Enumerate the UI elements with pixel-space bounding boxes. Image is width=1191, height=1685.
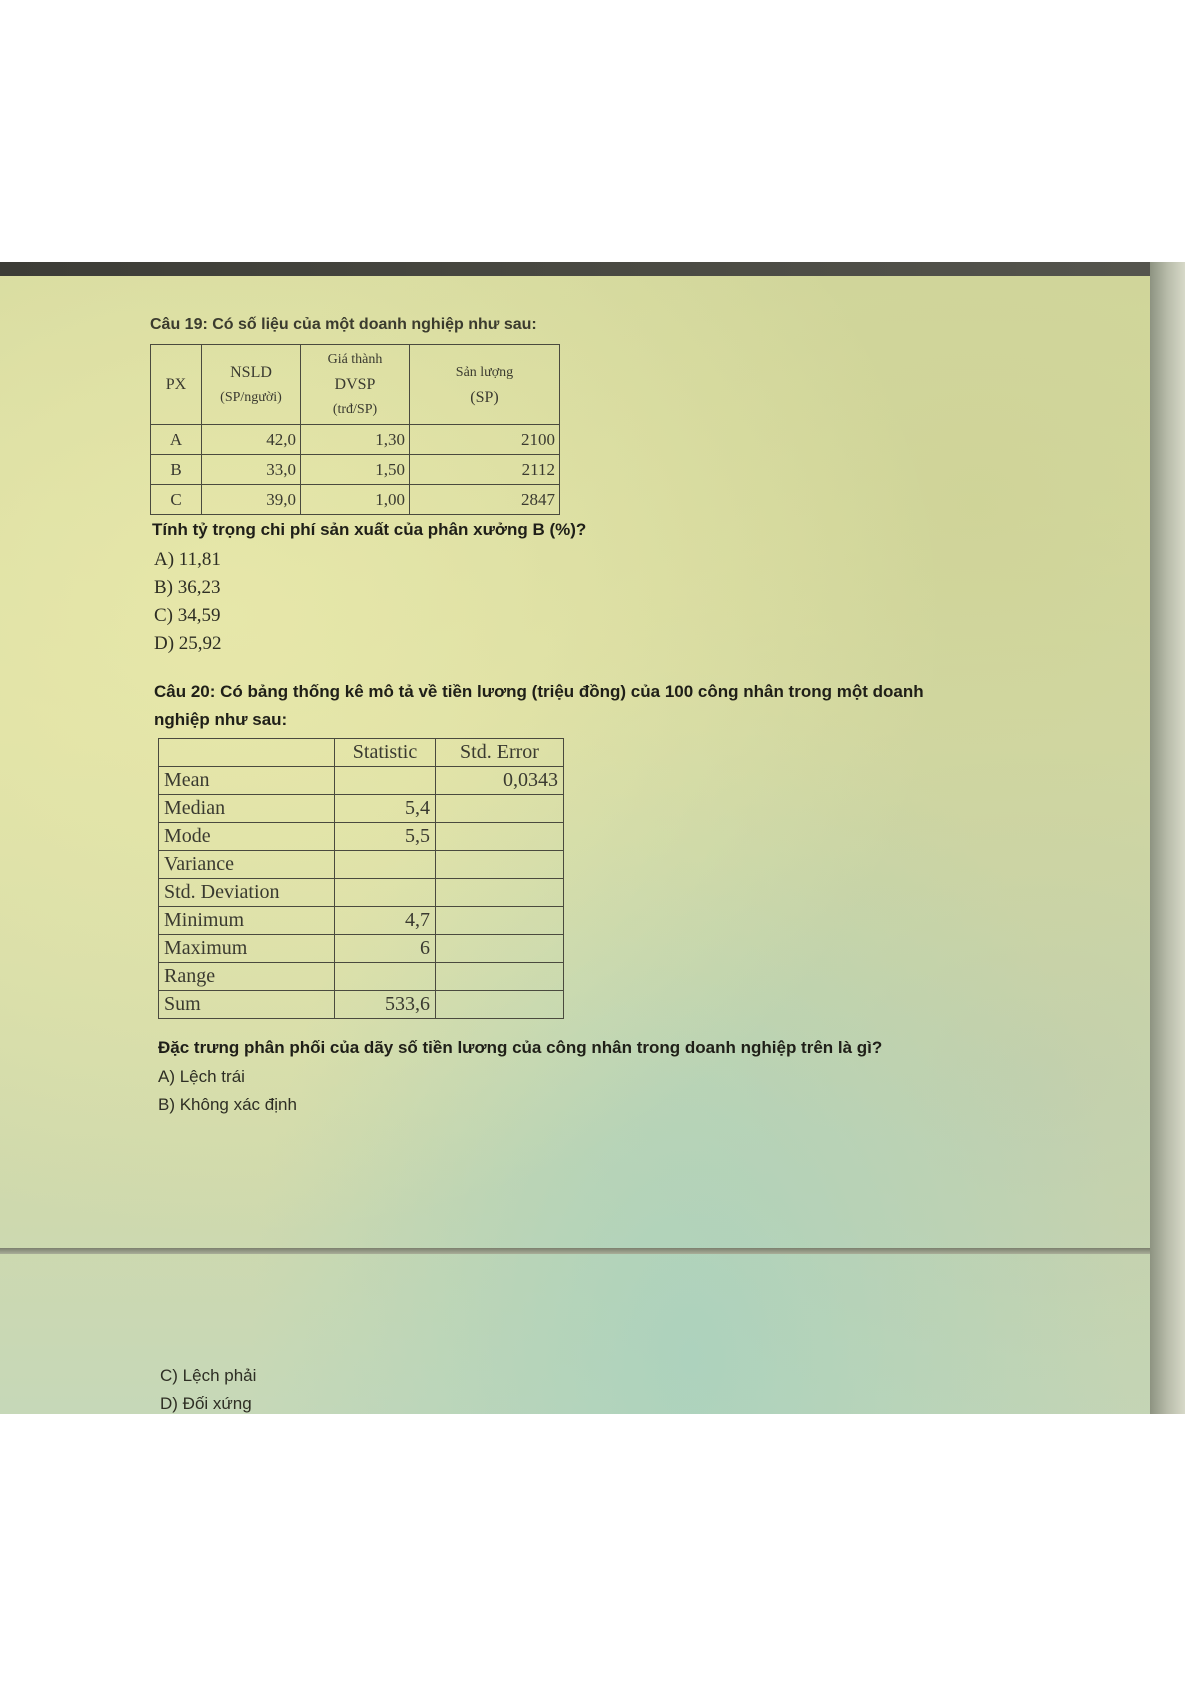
q19-row-b: [151, 455, 560, 485]
q20-cell-statistic: 5,5: [335, 823, 436, 851]
screen-divider: [0, 1248, 1150, 1254]
q20-cell-statistic: [335, 879, 436, 907]
q19-header-nsld-line1: NSLD: [230, 363, 272, 381]
q19-cell-px: A: [151, 425, 202, 455]
q20-row-std-deviation: [159, 879, 564, 907]
q20-cell-statistic: [335, 767, 436, 795]
q19-cell-san: 2100: [410, 425, 560, 455]
q20-table-header: [159, 739, 564, 767]
q19-header-san-line1: Sản lượng: [455, 364, 514, 380]
q20-cell-std-error: [436, 935, 564, 963]
q20-cell-std-error: [436, 851, 564, 879]
q19-table: [150, 344, 560, 515]
q19-cell-san: 2847: [410, 485, 560, 515]
q20-cell-std-error: 0,0343: [436, 767, 564, 795]
q19-header-nsld-line2: (SP/người): [220, 389, 282, 405]
q20-option-a[interactable]: A) Lệch trái: [158, 1067, 245, 1086]
q20-option-b[interactable]: B) Không xác định: [158, 1095, 297, 1114]
q20-row-maximum: [159, 935, 564, 963]
q19-header-px: PX: [151, 345, 202, 425]
q20-cell-label: Std. Deviation: [159, 879, 335, 907]
q20-cell-label: Mean: [159, 767, 335, 795]
q19-cell-gia: 1,00: [301, 485, 410, 515]
photo-of-screen: [0, 262, 1185, 1414]
q20-title-line2: nghiệp như sau:: [154, 710, 288, 729]
q19-cell-px: C: [151, 485, 202, 515]
q19-title: Câu 19: Có số liệu của một doanh nghiệp như sau:: [150, 316, 537, 333]
q20-cell-label: Maximum: [159, 935, 335, 963]
q20-cell-statistic: 533,6: [335, 991, 436, 1019]
q20-cell-std-error: [436, 907, 564, 935]
q20-row-mean: [159, 767, 564, 795]
q19-row-a: [151, 425, 560, 455]
q20-option-d[interactable]: D) Đối xứng: [160, 1394, 252, 1413]
q20-option-c[interactable]: C) Lệch phải: [160, 1366, 257, 1385]
q20-table: [158, 738, 564, 1019]
q19-cell-gia: 1,50: [301, 455, 410, 485]
q19-option-a[interactable]: A) 11,81: [154, 549, 221, 570]
q20-header-blank: [159, 739, 335, 767]
q19-header-san-line2: (SP): [470, 388, 499, 406]
q19-cell-gia: 1,30: [301, 425, 410, 455]
q20-cell-label: Variance: [159, 851, 335, 879]
q20-cell-std-error: [436, 879, 564, 907]
q19-question: Tính tỷ trọng chi phí sản xuất của phân xưởng B (%)?: [152, 520, 587, 539]
q19-header-gia-line3: (trđ/SP): [332, 402, 378, 417]
q19-cell-nsld: 33,0: [202, 455, 301, 485]
q19-header-gia: [301, 345, 410, 425]
q19-header-san: [410, 345, 560, 425]
q19-option-d[interactable]: D) 25,92: [154, 633, 222, 654]
q20-cell-statistic: 4,7: [335, 907, 436, 935]
q20-cell-label: Median: [159, 795, 335, 823]
q19-option-b[interactable]: B) 36,23: [154, 577, 221, 598]
q20-row-minimum: [159, 907, 564, 935]
q20-cell-label: Range: [159, 963, 335, 991]
q19-cell-px: B: [151, 455, 202, 485]
q20-cell-statistic: [335, 963, 436, 991]
q20-row-sum: [159, 991, 564, 1019]
q19-header-gia-line2: DVSP: [334, 376, 376, 393]
q20-row-median: [159, 795, 564, 823]
q20-cell-std-error: [436, 795, 564, 823]
q20-question: Đặc trưng phân phối của dãy số tiền lương của công nhân trong doanh nghiệp trên là gì?: [158, 1038, 883, 1057]
q20-cell-statistic: 6: [335, 935, 436, 963]
q19-cell-san: 2112: [410, 455, 560, 485]
q19-option-c[interactable]: C) 34,59: [154, 605, 221, 626]
q20-cell-label: Mode: [159, 823, 335, 851]
q19-header-nsld: [202, 345, 301, 425]
q19-cell-nsld: 42,0: [202, 425, 301, 455]
q20-title-line1: Câu 20: Có bảng thống kê mô tả về tiền lương (triệu đồng) của 100 công nhân trong một doanh: [154, 682, 924, 701]
q19-cell-nsld: 39,0: [202, 485, 301, 515]
q20-header-std-error: Std. Error: [436, 739, 564, 767]
q20-row-mode: [159, 823, 564, 851]
q20-cell-label: Minimum: [159, 907, 335, 935]
q20-cell-std-error: [436, 991, 564, 1019]
q19-header-gia-line1: Giá thành: [327, 352, 383, 367]
q20-cell-std-error: [436, 823, 564, 851]
screen-content: [0, 276, 1150, 1414]
q20-row-range: [159, 963, 564, 991]
q19-table-header: [151, 345, 560, 425]
q20-cell-statistic: 5,4: [335, 795, 436, 823]
q20-cell-std-error: [436, 963, 564, 991]
q20-row-variance: [159, 851, 564, 879]
q19-row-c: [151, 485, 560, 515]
monitor-edge: [1150, 262, 1185, 1414]
q20-cell-statistic: [335, 851, 436, 879]
q20-cell-label: Sum: [159, 991, 335, 1019]
q20-header-statistic: Statistic: [335, 739, 436, 767]
